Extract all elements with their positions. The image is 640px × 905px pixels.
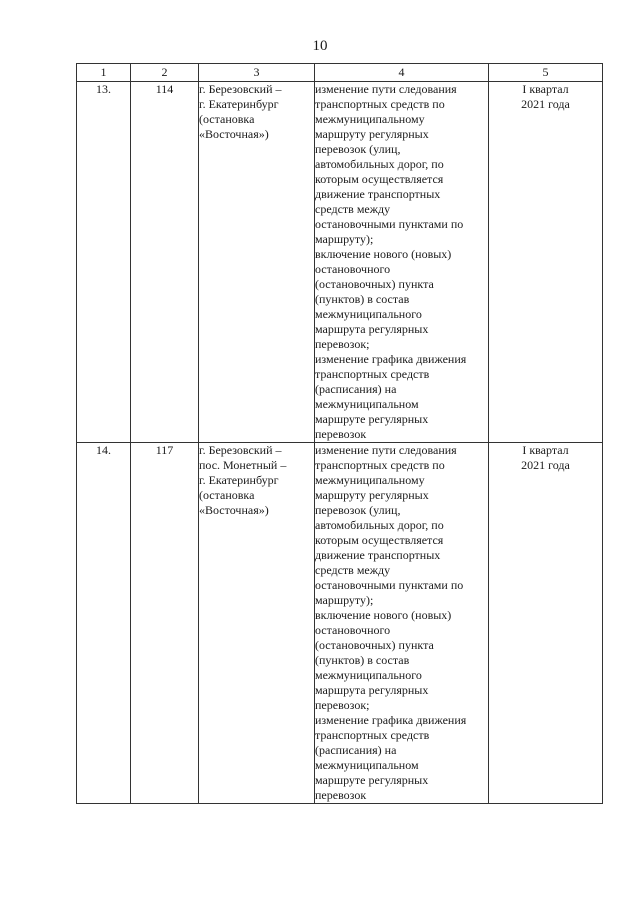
implementation-period bbox=[489, 82, 603, 443]
text-line: перевозок bbox=[315, 427, 367, 441]
text-line: движение транспортных bbox=[315, 548, 441, 562]
text-line: (остановочных) пункта bbox=[315, 638, 434, 652]
text-line: маршруту регулярных bbox=[315, 127, 429, 141]
row-number: 13. bbox=[77, 82, 131, 443]
text-line: движение транспортных bbox=[315, 187, 441, 201]
text-line: остановочного bbox=[315, 623, 391, 637]
text-line: перевозок; bbox=[315, 698, 370, 712]
text-line: I квартал bbox=[522, 82, 569, 96]
text-line: 2021 года bbox=[521, 97, 570, 111]
table-row bbox=[77, 443, 603, 804]
text-line: перевозок bbox=[315, 788, 367, 802]
text-line: I квартал bbox=[522, 443, 569, 457]
text-line: перевозок (улиц, bbox=[315, 503, 401, 517]
table-header-row bbox=[77, 64, 603, 82]
text-line: межмуниципальному bbox=[315, 473, 425, 487]
table-row bbox=[77, 82, 603, 443]
text-line: изменение графика движения bbox=[315, 352, 467, 366]
text-line: изменение пути следования bbox=[315, 443, 457, 457]
text-line: межмуниципальному bbox=[315, 112, 425, 126]
text-line: транспортных средств по bbox=[315, 97, 445, 111]
text-line: 2021 года bbox=[521, 458, 570, 472]
text-line: (пунктов) в состав bbox=[315, 292, 410, 306]
text-line: транспортных средств bbox=[315, 728, 430, 742]
text-line: включение нового (новых) bbox=[315, 247, 452, 261]
change-description bbox=[315, 443, 489, 804]
text-line: маршруте регулярных bbox=[315, 773, 429, 787]
text-line: «Восточная») bbox=[199, 127, 269, 141]
row-number: 14. bbox=[77, 443, 131, 804]
text-line: которым осуществляется bbox=[315, 533, 444, 547]
text-line: транспортных средств bbox=[315, 367, 430, 381]
text-line: межмуниципальном bbox=[315, 397, 419, 411]
text-line: маршруте регулярных bbox=[315, 412, 429, 426]
text-line: маршруту); bbox=[315, 232, 374, 246]
text-line: маршруту регулярных bbox=[315, 488, 429, 502]
text-line: (пунктов) в состав bbox=[315, 653, 410, 667]
text-line: межмуниципального bbox=[315, 668, 422, 682]
page-number: 10 bbox=[312, 38, 328, 54]
route-name bbox=[199, 443, 315, 804]
text-line: средств между bbox=[315, 563, 391, 577]
text-line: межмуниципального bbox=[315, 307, 422, 321]
change-description bbox=[315, 82, 489, 443]
text-line: «Восточная») bbox=[199, 503, 269, 517]
text-line: (остановочных) пункта bbox=[315, 277, 434, 291]
text-line: средств между bbox=[315, 202, 391, 216]
text-line: автомобильных дорог, по bbox=[315, 157, 444, 171]
text-line: перевозок; bbox=[315, 337, 370, 351]
text-line: остановочными пунктами по bbox=[315, 217, 464, 231]
route-number: 117 bbox=[131, 443, 199, 804]
text-line: (остановка bbox=[199, 488, 255, 502]
text-line: остановочного bbox=[315, 262, 391, 276]
text-line: изменение пути следования bbox=[315, 82, 457, 96]
text-line: остановочными пунктами по bbox=[315, 578, 464, 592]
text-line: г. Березовский – bbox=[199, 82, 282, 96]
text-line: г. Березовский – bbox=[199, 443, 282, 457]
text-line: г. Екатеринбург bbox=[199, 97, 279, 111]
route-number: 114 bbox=[131, 82, 199, 443]
text-line: изменение графика движения bbox=[315, 713, 467, 727]
column-header: 3 bbox=[199, 64, 315, 82]
text-line: (расписания) на bbox=[315, 382, 397, 396]
text-line: (расписания) на bbox=[315, 743, 397, 757]
text-line: транспортных средств по bbox=[315, 458, 445, 472]
text-line: г. Екатеринбург bbox=[199, 473, 279, 487]
text-line: которым осуществляется bbox=[315, 172, 444, 186]
text-line: маршрута регулярных bbox=[315, 683, 429, 697]
text-line: маршрута регулярных bbox=[315, 322, 429, 336]
text-line: включение нового (новых) bbox=[315, 608, 452, 622]
text-line: автомобильных дорог, по bbox=[315, 518, 444, 532]
column-header: 4 bbox=[315, 64, 489, 82]
column-header: 2 bbox=[131, 64, 199, 82]
implementation-period bbox=[489, 443, 603, 804]
text-line: пос. Монетный – bbox=[199, 458, 287, 472]
schedule-table bbox=[76, 63, 603, 804]
column-header: 1 bbox=[77, 64, 131, 82]
column-header: 5 bbox=[489, 64, 603, 82]
text-line: маршруту); bbox=[315, 593, 374, 607]
route-name bbox=[199, 82, 315, 443]
text-line: перевозок (улиц, bbox=[315, 142, 401, 156]
text-line: (остановка bbox=[199, 112, 255, 126]
text-line: межмуниципальном bbox=[315, 758, 419, 772]
